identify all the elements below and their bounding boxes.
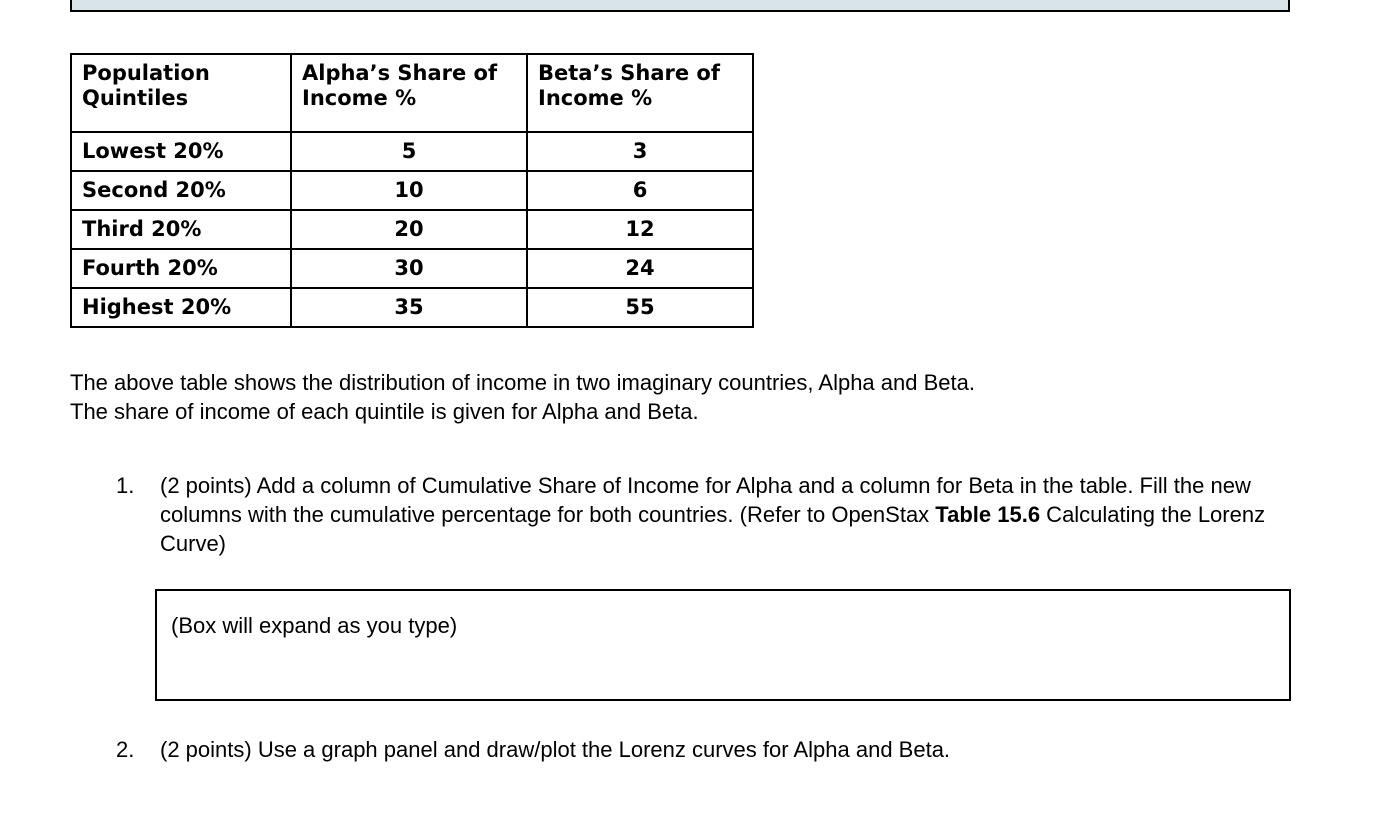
table-row [71, 132, 753, 171]
intro-line-2: The share of income of each quintile is given for Alpha and Beta. [70, 399, 699, 424]
previous-answer-box[interactable] [70, 0, 1290, 12]
question-number: 1. [116, 473, 135, 498]
alpha-share-cell: 5 [291, 132, 527, 171]
quintile-cell: Second 20% [71, 171, 291, 210]
table-reference: Table 15.6 [935, 502, 1041, 527]
table-row [71, 288, 753, 327]
beta-share-cell: 24 [527, 249, 753, 288]
quintile-cell: Highest 20% [71, 288, 291, 327]
beta-share-cell: 12 [527, 210, 753, 249]
table-row [71, 249, 753, 288]
question-number: 2. [116, 737, 135, 762]
answer-box-placeholder: (Box will expand as you type) [171, 613, 458, 638]
table-row [71, 210, 753, 249]
alpha-share-cell: 10 [291, 171, 527, 210]
alpha-share-cell: 35 [291, 288, 527, 327]
quintile-cell: Third 20% [71, 210, 291, 249]
header-population-quintiles: Population Quintiles [71, 54, 291, 132]
table-header-row [71, 54, 753, 132]
beta-share-cell: 55 [527, 288, 753, 327]
question-text [160, 471, 1320, 558]
header-alpha-share: Alpha’s Share of Income % [291, 54, 527, 132]
quintile-cell: Fourth 20% [71, 249, 291, 288]
header-beta-share: Beta’s Share of Income % [527, 54, 753, 132]
answer-box[interactable] [155, 589, 1291, 701]
intro-line-1: The above table shows the distribution of income in two imaginary countries, Alpha and Beta. [70, 370, 975, 395]
income-distribution-table [70, 53, 754, 328]
intro-paragraph [70, 368, 1350, 426]
table-row [71, 171, 753, 210]
question-text: (2 points) Use a graph panel and draw/plot the Lorenz curves for Alpha and Beta. [160, 737, 951, 762]
beta-share-cell: 3 [527, 132, 753, 171]
question-text-part: (2 points) Add a column of Cumulative Share of Income for Alpha and a column for Beta in the table. Fill the new columns with the cumulative percentage for both countries. (Refer to OpenStax [160, 473, 1251, 527]
beta-share-cell: 6 [527, 171, 753, 210]
quintile-cell: Lowest 20% [71, 132, 291, 171]
alpha-share-cell: 20 [291, 210, 527, 249]
alpha-share-cell: 30 [291, 249, 527, 288]
question-text-part: Calculating the Lorenz Curve) [160, 502, 1266, 556]
